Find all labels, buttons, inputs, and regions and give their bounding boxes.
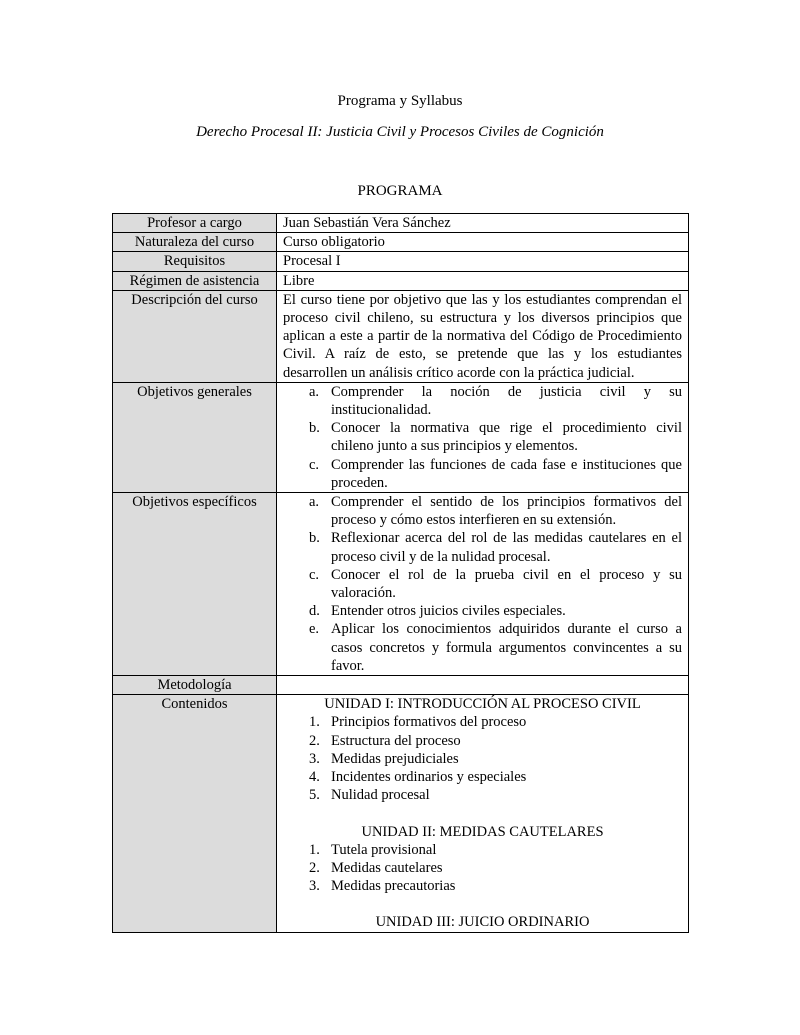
list-item: b. Reflexionar acerca del rol de las medidas cautelares en el proceso civil y de la nulidad procesal.: [309, 530, 682, 565]
list-item: c. Conocer el rol de la prueba civil en el proceso y su valoración.: [309, 566, 682, 602]
unit-title: UNIDAD I: INTRODUCCIÓN AL PROCESO CIVIL: [324, 696, 641, 713]
row-label-regimen: Régimen de asistencia: [113, 271, 277, 290]
list-item: 5. Nulidad procesal: [309, 787, 430, 804]
row-value-descripcion: El curso tiene por objetivo que las y los estudiantes comprendan el proceso civil chileno, su estructura y los diversos principios que aplican a este a partir de la normativa del Código de Procedimiento Civil. A raíz de esto, se pretende que las y los estudiantes desarrollen un análisis crítico acorde con la práctica judicial.: [277, 290, 689, 382]
spacer: [283, 805, 682, 823]
unit-2-list: [283, 841, 682, 896]
list-item: c. Comprender las funciones de cada fase e instituciones que proceden.: [309, 456, 682, 491]
objetivos-especificos-list: [283, 493, 682, 675]
program-table: [112, 213, 689, 933]
row-value-naturaleza: Curso obligatorio: [277, 233, 689, 252]
list-item: a. Comprender la noción de justicia civil y su institucionalidad.: [309, 383, 682, 419]
row-label-profesor: Profesor a cargo: [113, 214, 277, 233]
list-item: e. Aplicar los conocimientos adquiridos durante el curso a casos concretos y formula argumentos convincentes a su favor.: [309, 621, 682, 674]
list-item: 4. Incidentes ordinarios y especiales: [309, 769, 527, 786]
table-row: [113, 271, 689, 290]
document-title: Programa y Syllabus: [337, 93, 463, 109]
row-label-contenidos: Contenidos: [113, 695, 277, 932]
list-item: 1. Principios formativos del proceso: [309, 714, 527, 731]
row-value-objetivos-generales: [277, 382, 689, 492]
table-row: [113, 493, 689, 676]
unit-1-list: [283, 713, 682, 804]
list-item: a. Comprender el sentido de los principios formativos del proceso y cómo estos interfieren en su extensión.: [309, 494, 682, 529]
table-row: [113, 233, 689, 252]
section-heading: PROGRAMA: [357, 183, 443, 199]
table-row: [113, 382, 689, 492]
table-row: [113, 290, 689, 382]
row-label-descripcion: Descripción del curso: [113, 290, 277, 382]
course-subtitle: Derecho Procesal II: Justicia Civil y Procesos Civiles de Cognición: [196, 124, 604, 140]
list-item: 3. Medidas prejudiciales: [309, 750, 459, 767]
row-value-requisitos: Procesal I: [277, 252, 689, 271]
row-value-regimen: Libre: [277, 271, 689, 290]
row-label-requisitos: Requisitos: [113, 252, 277, 271]
row-value-profesor: Juan Sebastián Vera Sánchez: [277, 214, 689, 233]
row-label-metodologia: Metodología: [113, 676, 277, 695]
objetivos-generales-list: [283, 383, 682, 492]
unit-title: UNIDAD II: MEDIDAS CAUTELARES: [361, 823, 604, 840]
table-row: [113, 252, 689, 271]
row-label-objetivos-especificos: Objetivos específicos: [113, 493, 277, 676]
table-row: [113, 214, 689, 233]
list-item: 1. Tutela provisional: [309, 841, 437, 858]
row-value-objetivos-especificos: [277, 493, 689, 676]
list-item: b. Conocer la normativa que rige el procedimiento civil chileno junto a sus principios y elementos.: [309, 420, 682, 455]
row-label-naturaleza: Naturaleza del curso: [113, 233, 277, 252]
table-row: [113, 676, 689, 695]
unit-title: UNIDAD III: JUICIO ORDINARIO: [375, 914, 590, 931]
row-label-objetivos-generales: Objetivos generales: [113, 382, 277, 492]
table-row: [113, 695, 689, 932]
list-item: 2. Medidas cautelares: [309, 859, 443, 876]
row-value-contenidos: [277, 695, 689, 932]
list-item: 3. Medidas precautorias: [309, 878, 456, 895]
list-item: 2. Estructura del proceso: [309, 732, 461, 749]
spacer: [283, 895, 682, 913]
row-value-metodologia: [277, 676, 689, 695]
list-item: d. Entender otros juicios civiles especiales.: [309, 603, 566, 620]
